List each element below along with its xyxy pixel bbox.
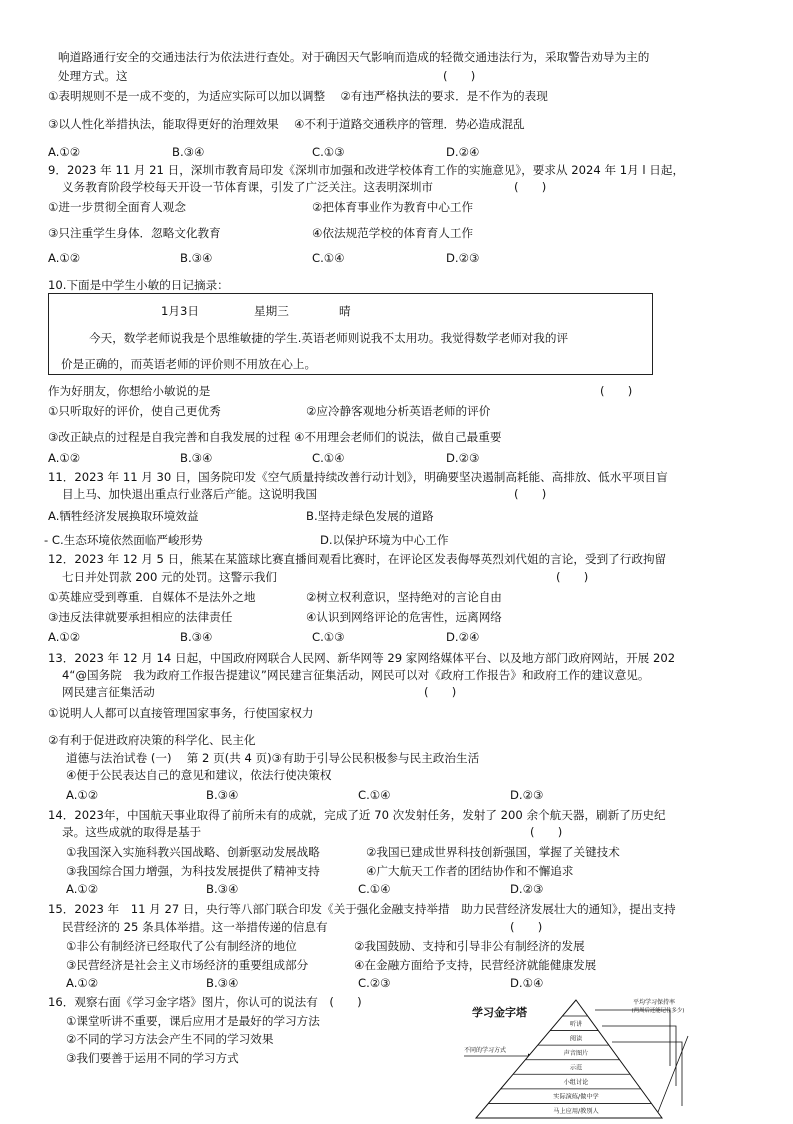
pyramid-level-label: 声音图片 xyxy=(563,1049,589,1057)
q12-option-c[interactable]: C.①③ xyxy=(312,630,345,644)
q12-option-b[interactable]: B.③④ xyxy=(180,630,213,644)
pyramid-note-line1: 平均学习保持率 xyxy=(632,999,676,1006)
diary-weather: 晴 xyxy=(339,304,351,318)
q9-stem-line1: 9．2023 年 11 月 21 日，深圳市教育局印发《深圳市加强和改进学校体育工作的实施意见》，要求从 2024 年 1月 l 日起， xyxy=(48,163,685,177)
q8-stem-line1: 响道路通行安全的交通违法行为依法进行查处。对于确因天气影响而造成的轻微交通违法行为，采取警告劝导为主的 xyxy=(58,50,650,64)
q14-option-c[interactable]: C.①④ xyxy=(358,882,391,896)
q9-statement-4: ④依法规范学校的体育育人工作 xyxy=(312,226,474,240)
q11-option-c[interactable]: - C.生态环境依然面临严峻形势 xyxy=(44,533,203,547)
q16-statement-2: ②不同的学习方法会产生不同的学习效果 xyxy=(66,1032,274,1046)
q15-stem-line1: 15．2023 年 11 月 27 日，央行等八部门联合印发《关于强化金融支持举措 助力民营经济发展壮大的通知》，提出支持 xyxy=(48,902,676,916)
learning-pyramid-svg xyxy=(462,996,698,1121)
q13-stem-line2: 4“@国务院 我为政府工作报告提建议”网民建言征集活动，网民可以对《政府工作报告》和政府工作的建议意见。 xyxy=(62,668,650,682)
pyramid-level-label: 阅读 xyxy=(569,1035,583,1043)
pyramid-level-label: 实际演练/做中学 xyxy=(553,1093,599,1101)
pyramid-note-line2: (两周后还能记住多少) xyxy=(631,1008,685,1014)
q11-answer-blank: ( ) xyxy=(514,487,547,501)
q15-option-b[interactable]: B.③④ xyxy=(206,976,239,990)
q10-statement-3-4: ③改正缺点的过程是自我完善和自我发展的过程 ④不用理会老师们的说法，做自己最重要 xyxy=(48,430,502,444)
q13-statement-1: ①说明人人都可以直接管理国家事务，行使国家权力 xyxy=(48,706,314,720)
q12-statement-2: ②树立权利意识，坚持绝对的言论自由 xyxy=(306,590,502,604)
q15-statement-4: ④在金融方面给予支持，民营经济就能健康发展 xyxy=(354,958,597,972)
pyramid-level-label: 小组讨论 xyxy=(563,1079,589,1087)
q10-option-b[interactable]: B.③④ xyxy=(180,451,213,465)
q9-stem-line2: 义务教育阶段学校每天开设一节体育课，引发了广泛关注。这表明深圳市 xyxy=(62,180,434,194)
q15-statement-3: ③民营经济是社会主义市场经济的重要组成部分 xyxy=(66,958,309,972)
q14-option-d[interactable]: D.②③ xyxy=(510,882,544,896)
q11-option-a[interactable]: A.牺牲经济发展换取环境效益 xyxy=(48,509,199,523)
q8-option-b[interactable]: B.③④ xyxy=(172,145,205,159)
q11-option-b[interactable]: B.坚持走绿色发展的道路 xyxy=(306,509,434,523)
q15-answer-blank: ( ) xyxy=(510,920,543,934)
q14-option-a[interactable]: A.①② xyxy=(66,882,99,896)
q16-stem: 16．观察右面《学习金字塔》图片，你认可的说法有 ( ) xyxy=(48,995,362,1009)
q10-statement-2: ②应冷静客观地分析英语老师的评价 xyxy=(306,404,491,418)
q15-option-d[interactable]: D.①④ xyxy=(510,976,544,990)
q15-stem-line2: 民营经济的 25 条具体举措。这一举措传递的信息有 xyxy=(62,920,328,934)
q14-stem-line1: 14．2023年，中国航天事业取得了前所未有的成就，完成了近 70 次发射任务，发射了 200 余个航天器，刷新了历史纪 xyxy=(48,808,666,822)
q13-option-c[interactable]: C.①④ xyxy=(358,788,391,802)
q12-statement-4: ④认识到网络评论的危害性，远离网络 xyxy=(306,610,502,624)
pyramid-side-label: 不同的学习方式 xyxy=(464,1047,507,1054)
q16-statement-3: ③我们要善于运用不同的学习方式 xyxy=(66,1051,239,1065)
q10-stem: 10.下面是中学生小敏的日记摘录： xyxy=(48,278,229,292)
q12-stem-line2: 七日并处罚款 200 元的处罚。这警示我们 xyxy=(62,570,278,584)
q10-option-a[interactable]: A.①② xyxy=(48,451,81,465)
q11-option-d[interactable]: D.以保护环境为中心工作 xyxy=(320,533,449,547)
q8-option-c[interactable]: C.①③ xyxy=(312,145,345,159)
q13-stem-line3: 网民建言征集活动 xyxy=(62,685,155,699)
diary-text-line1: 今天，数学老师说我是个思维敏捷的学生.英语老师则说我不太用功。我觉得数学老师对我的评 xyxy=(89,331,569,345)
q13-stem-line1: 13．2023 年 12 月 14 日起，中国政府网联合人民网、新华网等 29 家网络媒体平台、以及地方部门政府网站，开展 202 xyxy=(48,651,676,665)
q9-statement-2: ②把体育事业作为教育中心工作 xyxy=(312,200,474,214)
q13-option-a[interactable]: A.①② xyxy=(66,788,99,802)
q13-statement-2: ②有利于促进政府决策的科学化、民主化 xyxy=(48,733,256,747)
pyramid-level-label: 听讲 xyxy=(569,1020,583,1028)
q12-statement-1: ①英雄应受到尊重．自媒体不是法外之地 xyxy=(48,590,256,604)
q15-statement-1: ①非公有制经济已经取代了公有制经济的地位 xyxy=(66,939,297,953)
q13-option-b[interactable]: B.③④ xyxy=(206,788,239,802)
q13-option-d[interactable]: D.②③ xyxy=(510,788,544,802)
q14-statement-4: ④广大航天工作者的团结协作和不懈追求 xyxy=(366,864,574,878)
q8-statement-1-2: ①表明规则不是一成不变的，为适应实际可以加以调整 ②有违严格执法的要求．是不作为的表现 xyxy=(48,89,548,103)
q13-answer-blank: ( ) xyxy=(424,685,457,699)
q8-statement-3-4: ③以人性化举措执法，能取得更好的治理效果 ④不利于道路交通秩序的管理．势必造成混乱 xyxy=(48,117,525,131)
q11-stem-line2: 目上马、加快退出重点行业落后产能。这说明我国 xyxy=(62,487,318,501)
diary-text-line2: 价是正确的，而英语老师的评价则不用放在心上。 xyxy=(61,357,317,371)
q10-statement-1: ①只听取好的评价，使自己更优秀 xyxy=(48,404,221,418)
pyramid-title: 学习金字塔 xyxy=(472,1006,527,1019)
q12-stem-line1: 12．2023 年 12 月 5 日，熊某在某篮球比赛直播间观看比赛时，在评论区发表侮辱英烈刘代姐的言论，受到了行政拘留 xyxy=(48,552,667,566)
diary-weekday: 星期三 xyxy=(254,304,289,318)
q8-option-d[interactable]: D.②④ xyxy=(446,145,480,159)
q15-option-a[interactable]: A.①② xyxy=(66,976,99,990)
q9-answer-blank: ( ) xyxy=(514,180,547,194)
diary-excerpt-box xyxy=(48,293,653,375)
q10-answer-blank: ( ) xyxy=(600,384,633,398)
q9-option-a[interactable]: A.①② xyxy=(48,251,81,265)
q12-statement-3: ③违反法律就要承担相应的法律责任 xyxy=(48,610,233,624)
q10-option-c[interactable]: C.①④ xyxy=(312,451,345,465)
q9-statement-1: ①进一步贯彻全面育人观念 xyxy=(48,200,186,214)
q12-answer-blank: ( ) xyxy=(556,570,589,584)
q14-statement-3: ③我国综合国力增强，为科技发展提供了精神支持 xyxy=(66,864,320,878)
q14-option-b[interactable]: B.③④ xyxy=(206,882,239,896)
q9-option-b[interactable]: B.③④ xyxy=(180,251,213,265)
q10-question: 作为好朋友，你想给小敏说的是 xyxy=(48,384,211,398)
pyramid-level-label: 马上应用/教别人 xyxy=(553,1108,599,1116)
q12-option-a[interactable]: A.①② xyxy=(48,630,81,644)
q8-option-a[interactable]: A.①② xyxy=(48,145,81,159)
learning-pyramid-figure xyxy=(462,996,698,1121)
q8-answer-blank: ( ) xyxy=(443,69,476,83)
q13-footer-and-statement-3: 道德与法治试卷 (一) 第 2 页(共 4 页)③有助于引导公民积极参与民主政治生活 xyxy=(66,751,480,765)
q10-option-d[interactable]: D.②③ xyxy=(446,451,480,465)
q8-stem-line2: 处理方式。这 xyxy=(58,69,128,83)
q16-statement-1: ①课堂听讲不重要，课后应用才是最好的学习方法 xyxy=(66,1014,320,1028)
pyramid-retention-arrow-4 xyxy=(658,1036,688,1112)
q14-statement-2: ②我国已建成世界科技创新强国，掌握了关键技术 xyxy=(366,845,620,859)
q15-statement-2: ②我国鼓励、支持和引导非公有制经济的发展 xyxy=(354,939,585,953)
q9-option-c[interactable]: C.①④ xyxy=(312,251,345,265)
diary-date: 1月3日 xyxy=(161,304,199,318)
q14-statement-1: ①我国深入实施科教兴国战略、创新驱动发展战略 xyxy=(66,845,320,859)
q12-option-d[interactable]: D.②④ xyxy=(446,630,480,644)
q9-statement-3: ③只注重学生身体．忽略文化教育 xyxy=(48,226,221,240)
q11-stem-line1: 11．2023 年 11 月 30 日，国务院印发《空气质量持续改善行动计划》，明确要坚决遏制高耗能、高排放、低水平项目盲 xyxy=(48,470,668,484)
q13-statement-4: ④便于公民表达自己的意见和建议，依法行使决策权 xyxy=(66,768,332,782)
q9-option-d[interactable]: D.②③ xyxy=(446,251,480,265)
q14-stem-line2: 录。这些成就的取得是基于 xyxy=(62,825,202,839)
pyramid-level-label: 示范 xyxy=(569,1064,583,1072)
q14-answer-blank: ( ) xyxy=(530,825,563,839)
q15-option-c[interactable]: C.②③ xyxy=(358,976,391,990)
